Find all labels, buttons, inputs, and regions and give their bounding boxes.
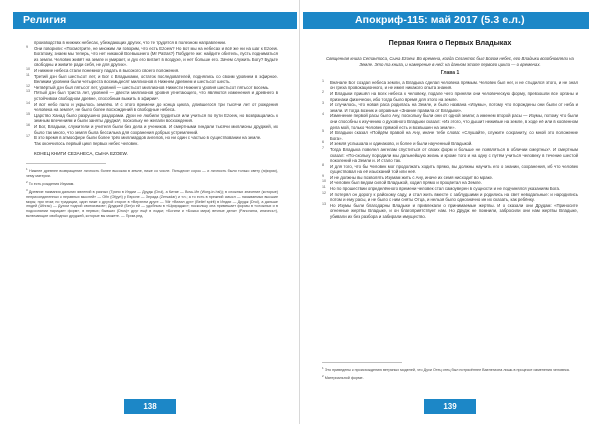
verse-number: 7	[322, 145, 324, 150]
verse-number: 15	[26, 111, 30, 116]
verse-number: 4	[322, 112, 324, 117]
verse-text: В это время в атмосфере были более трёх миллиардов ангелов, но ни один с частью в существовании на земле.	[34, 135, 262, 141]
verse-paragraph	[26, 113, 278, 124]
footnote-mark: 1	[26, 166, 28, 171]
verse-text: производства в нижних небесах, убеждающих других, что те трудятся в полезном направлении.	[34, 40, 227, 45]
verse-paragraph	[26, 90, 278, 101]
verse-paragraph	[26, 102, 278, 113]
verse-paragraph	[322, 102, 578, 113]
verse-number: 2	[322, 89, 324, 94]
verse-text: И человек был ведом силой Владыкой, ходил прямо и процветал на Земле.	[330, 180, 482, 186]
left-page-header: Религия	[13, 12, 297, 29]
verse-text: Они говорили: «Посмотрите, не множим ли говорим, что есть Ezoew? Но вот мы на небесах и всё же ни на шаг к Ezoew. Богатому, знаем мы теперь, что нет никакой Всевышнего (Мr Patras?) Побудете же: найдите обитель, пусть подниматься из земли. Человек живёт на земле и умирает, и дух его витает в воздухе, и нет больше его. Зачем служить Богу? Будьте свободны и живите ради себя, не для других».	[34, 45, 278, 68]
verse-number: 11	[26, 72, 30, 77]
footnote	[26, 188, 278, 219]
footnote	[322, 366, 578, 373]
verse-number: 13	[322, 201, 326, 206]
footnote-rule	[322, 362, 402, 363]
footnote-mark: 3	[26, 187, 28, 192]
footnote-text: То есть рождения Изумам.	[27, 181, 75, 186]
verse-text: Но по прошествии определённого времени человек стал самоуверен в сущности и не подчинялся указаниям Бога.	[330, 186, 561, 192]
verse-number: 11	[322, 185, 326, 190]
verse-number: 12	[322, 190, 326, 195]
left-page-number: 138	[124, 399, 176, 414]
verse-paragraph	[26, 124, 278, 135]
left-footnotes	[26, 167, 278, 219]
right-paragraphs	[322, 80, 578, 220]
verse-number: 9	[322, 173, 324, 178]
verse-text: И потерял он дорогу к райскому саду, и стал жить вместе с заблудшими и родились на свет неводальные: и народились потом и ему расы, и не было с ним сняты Отца, и нельзя было однозначно ин их сказать, как ребёнку.	[330, 191, 578, 203]
verse-number: 1	[322, 78, 324, 83]
verse-number: 14	[26, 100, 30, 105]
verse-paragraph	[26, 141, 278, 147]
verse-text: Вначале Бог создал небеса земли, а Владыка сделал человека прямым. Человек был нег, и не стыдился этого, и не знал он греха провокационного, и не имел никакого опыта знания.	[330, 79, 578, 91]
verse-number: 6	[322, 140, 324, 145]
verse-text: И не должны вы позволять Изумам жить с Ану, иначе их семя нисходит во мраке.	[330, 174, 494, 180]
verse-number: 10	[322, 179, 326, 184]
verse-paragraph	[322, 91, 578, 102]
footnote-rule	[26, 163, 106, 164]
verse-number: 16	[26, 122, 30, 127]
verse-paragraph	[26, 46, 278, 68]
verse-number: 8	[322, 162, 324, 167]
verse-paragraph	[322, 147, 578, 164]
verse-number: 5	[322, 129, 324, 134]
footnote-text: Нижнее древнее возвращение личность более высокая в земле, ниже со числе. Пятьдесят сорок — и личность были только свету (эфирии), чему материи.	[26, 169, 278, 178]
footnote-text: Древние названия дальних явлений в разных (Трипо в Индии — Друдж (Drui), а Китае — Вочь-Ин (Worg-in-hsi)); в сложных значение (которые) неприсоединенных к неравных мыслей» — Ofin (Ofgyrt) у Европе — Зерада (Zersadar) и т.п.; а то есть в прежний смысл — называемых высшие миры; при этом; по традиции, один ниже с другой сторон в «Верхнем друге — 'Mir «Веаэл дух» (Belief spirit) в Индии — Друдж (Drui), а дальше людей (Uthrac) — Духом «одной святоизмов»; Друджей (Бег)и ей — удобным в «Шрираджи»; поскольку она примешает формы в «сложных и в подсознании нарицает форм», в первых; бывших (Drus)» друг ещё в лодки; «Богини и «Божья мира) вечные дела» (Panorama, иначесь»), включающие свободных друджей, которые вы можете. — Прим.ред.	[26, 189, 278, 218]
footnote-text: Это приведены к происхождению ветряных моделей, что Духи Отец отец был потрясённее Ваелегиона лишь в процессе изменения человека.	[323, 368, 570, 373]
verse-text: Так окончилось первый цикл первых небес человек.	[34, 140, 139, 146]
verse-number: 17	[26, 134, 30, 139]
verse-text: Царство Ханад было разрушено раздорами. Духи не любили трудиться или учиться по пути Ezoew, но возвращались к земным влечениям и были заняты друджа³, поскольку не желали восхождения.	[34, 112, 278, 124]
verse-paragraph	[322, 130, 578, 141]
verse-text: Тогда Владыка повелел ангелам спуститься от своих форм и больше не появляться в обличии смертных¹. И смертным сказал: «По-скольку породили мы дальнейшую жизнь и кроме того и на одну с путём учиться человеку в течение шестой поколений на Земли и. И стало так.	[330, 146, 578, 164]
verse-paragraph	[26, 74, 278, 85]
left-page-body	[26, 40, 278, 220]
footnote-mark: 2	[26, 179, 28, 184]
verse-paragraph	[322, 192, 578, 203]
verse-text: Четвёртый дэн был пятьсот лет, уровней — шестьсот миллионов Нижести Нижнего уровня шестьсот пятьсот восемь.	[34, 84, 270, 90]
verse-number: 12	[26, 83, 30, 88]
verse-text: Пятый дэн был триста лет, уровней — двести миллионов уровня угнетающего, что являются изменения и древнего в устойчивом свободном древне, способным выжить в эфирии¹.	[34, 90, 278, 101]
footnote-mark: 2	[322, 374, 324, 379]
verse-text: И Бог, Владыки, служители и учителя были без дела и учеников. И смертными гиндали тысячи миллионы друджей, их было так много, что земля была бессильна для сохранения добрых устремлений.	[34, 123, 278, 135]
chapter-heading: Глава 1	[440, 70, 460, 77]
right-page-body	[322, 56, 578, 220]
verse-text: Третий дэн был шестьсот лет, и Бог с Владыками, остаток последователей, поднялись со своим уровнем в эфирное. Великим уровнем были четыреста восемьдесят миллионов в Нижнем древнем и шестьсот шесть.	[34, 73, 278, 85]
verse-paragraph	[322, 113, 578, 130]
right-footnotes	[322, 366, 578, 381]
verse-paragraph	[322, 203, 578, 220]
right-page	[300, 0, 600, 424]
footnote-mark: 1	[322, 366, 324, 370]
footnote	[26, 167, 278, 179]
verse-text: Но Изумы были благодарны Владыке и привлекали о принимаемые жертвы. И о сказали они Друдам: «Приносите огненные жертвы Владыке, и он благоприятствует нам. Но Друдж не помнили, забросили они нам жертвы Владыке, убивали их без разбора и забирали имущество.	[330, 202, 578, 220]
verse-text: Изменение первой расы было Ану, поскольку были они от одной земли; а именем второй расы — Изумы, потому что были они способны к изучению о духовного Владыки сказал: «Из этого, что дышит неживые на земле, в ходе её или в косвенном дела мой, только Человек прямой есть и возвышен на земле».	[330, 113, 578, 130]
footnote-text: Материальной форме.	[323, 376, 364, 381]
verse-text: И для того, что бы Человек мог продолжать ходить прямо, вы должны научить его о знании, сохранения, иб что человек существовал на её изысканий той или неё.	[330, 163, 578, 175]
right-page-header: Апокриф-115: май 2017 (5.3 е.л.)	[303, 12, 589, 29]
verse-number: 10	[26, 66, 30, 71]
verse-text: И Владыки сказал «Пойдём правой на Ану, иначе тебе слова: «Слушайте, служите сохраниту, со мной это положение Бога».	[330, 130, 578, 141]
verse-paragraph	[322, 80, 578, 91]
left-closing-line: КОНЕЦ КНИГИ СЕЗАНЕСА, СЫНА EZOEW.	[34, 151, 128, 157]
footnote	[322, 374, 578, 381]
right-footnotes-block	[322, 356, 578, 382]
left-paragraphs	[26, 40, 278, 146]
verse-text: И земля услышала и одинаково, и более и были наученный Владыкой.	[330, 141, 473, 147]
verse-text: И Владыки пришёл на всех небеса к человеку, подале чего приняли они человеческую форму, превзошли все органы и признаки физически, ибо тогда было время для этого на земле.	[330, 90, 578, 102]
verse-number: 3	[322, 101, 324, 106]
verse-text: И вот небо пало и укрылось землёю. И с этого времени до конца цикла, длившегося три тысячи лет от рождения человека на земле², не было более восхождений в свободные небеса.	[34, 101, 278, 113]
book-intro: Священная книга Сетантоса, Сына Ezoew. Во времена, когда Сезантос был Богом небес, его Владыки возобновляли на Земле. Это та книга, и намерение в ней: на данном этапе первого цикла — о временах.	[326, 56, 574, 67]
right-page-number: 139	[424, 399, 476, 414]
book-title: Первая Книга о Первых Владыках	[388, 38, 512, 47]
verse-number: 13	[26, 89, 30, 94]
verse-paragraph	[322, 164, 578, 175]
verse-text: И случилось, что новая раса родилась на Земле, и было названа «Изумы», потому что порождены они были от неба и земли. И тогда возник и оправные «Знание правила от Владыки».	[330, 102, 578, 113]
footnote	[26, 180, 278, 187]
verse-number: 9	[26, 44, 28, 49]
verse-text: И нижние небеса стали понемногу падать в высокого своего положения.	[34, 67, 180, 73]
